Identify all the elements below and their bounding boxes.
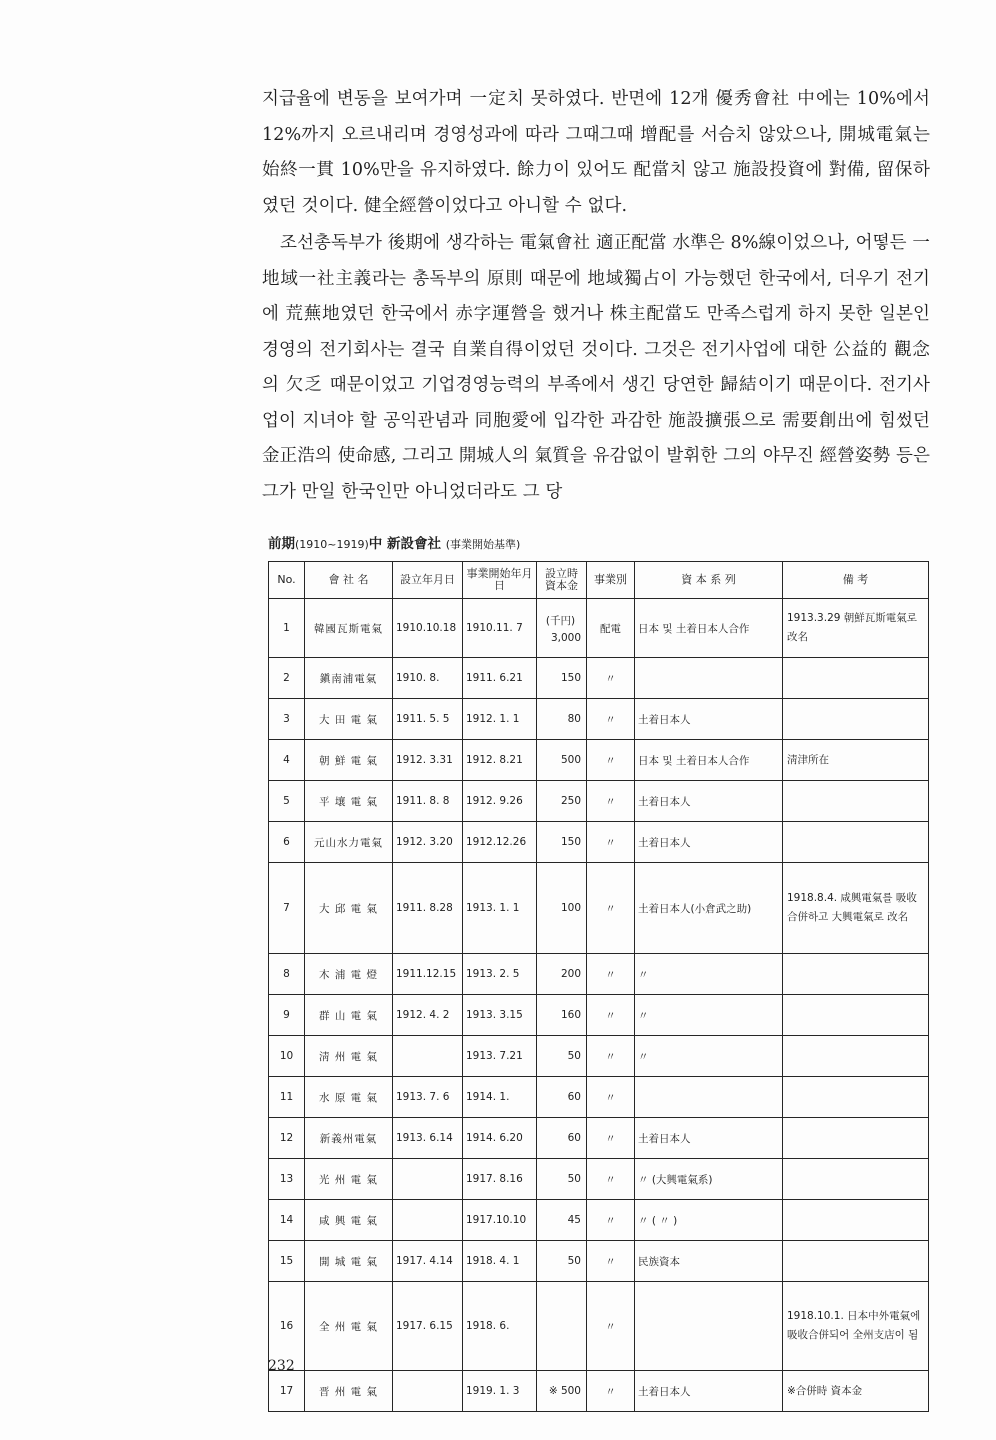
capital-unit: (千円) — [545, 614, 576, 627]
cell-company-name: 大 田 電 氣 — [305, 699, 393, 740]
cell-business: 〃 — [587, 740, 635, 781]
cell-start: 1919. 1. 3 — [463, 1371, 537, 1412]
table-row — [269, 1077, 929, 1118]
cell-business: 〃 — [587, 822, 635, 863]
cell-no: 6 — [269, 822, 305, 863]
cell-capital-line: 〃 — [635, 954, 783, 995]
cell-capital: 100 — [537, 863, 587, 954]
cell-business: 〃 — [587, 1241, 635, 1282]
cell-capital-line — [635, 658, 783, 699]
cell-founded — [393, 1200, 463, 1241]
cell-start: 1912.12.26 — [463, 822, 537, 863]
cell-company-name: 光 州 電 氣 — [305, 1159, 393, 1200]
cell-founded: 1917. 4.14 — [393, 1241, 463, 1282]
table-row — [269, 1241, 929, 1282]
cell-start: 1918. 4. 1 — [463, 1241, 537, 1282]
capital-value: 3,000 — [550, 631, 581, 644]
cell-remarks — [783, 995, 929, 1036]
cell-company-name: 咸 興 電 氣 — [305, 1200, 393, 1241]
cell-no: 11 — [269, 1077, 305, 1118]
companies-table — [268, 561, 929, 1412]
header-start: 事業開始年月日 — [463, 562, 537, 599]
table-row — [269, 1282, 929, 1371]
cell-capital — [537, 1282, 587, 1371]
cell-business: 〃 — [587, 658, 635, 699]
cell-start: 1911. 6.21 — [463, 658, 537, 699]
cell-company-name: 新義州電氣 — [305, 1118, 393, 1159]
cell-start: 1917.10.10 — [463, 1200, 537, 1241]
cell-business: 〃 — [587, 1282, 635, 1371]
cell-remarks: 1918.10.1. 日本中外電氣에 吸收合併되어 全州支店이 됨 — [783, 1282, 929, 1371]
cell-founded — [393, 1036, 463, 1077]
cell-founded: 1912. 3.31 — [393, 740, 463, 781]
cell-capital: 80 — [537, 699, 587, 740]
cell-start: 1913. 7.21 — [463, 1036, 537, 1077]
cell-start: 1914. 1. — [463, 1077, 537, 1118]
cell-business: 〃 — [587, 1036, 635, 1077]
cell-remarks — [783, 954, 929, 995]
cell-company-name: 元山水力電氣 — [305, 822, 393, 863]
caption-title: 前期 — [268, 536, 295, 552]
header-remarks: 備 考 — [783, 562, 929, 599]
cell-business: 〃 — [587, 781, 635, 822]
cell-remarks — [783, 1159, 929, 1200]
cell-no: 13 — [269, 1159, 305, 1200]
cell-remarks — [783, 699, 929, 740]
cell-founded: 1910.10.18 — [393, 599, 463, 658]
cell-business: 〃 — [587, 1077, 635, 1118]
cell-company-name: 大 邱 電 氣 — [305, 863, 393, 954]
cell-capital: 150 — [537, 658, 587, 699]
cell-remarks — [783, 1118, 929, 1159]
cell-founded: 1910. 8. — [393, 658, 463, 699]
header-business: 事業別 — [587, 562, 635, 599]
cell-remarks: 1918.8.4. 咸興電氣를 吸收合併하고 大興電氣로 改名 — [783, 863, 929, 954]
table-body — [269, 599, 929, 1412]
cell-start: 1912. 9.26 — [463, 781, 537, 822]
cell-company-name: 鎭南浦電氣 — [305, 658, 393, 699]
cell-no: 17 — [269, 1371, 305, 1412]
cell-capital-line: 〃 ( 〃 ) — [635, 1200, 783, 1241]
cell-start: 1913. 2. 5 — [463, 954, 537, 995]
caption-basis: (事業開始基準) — [445, 538, 521, 551]
table-header-row — [269, 562, 929, 599]
cell-founded: 1911. 5. 5 — [393, 699, 463, 740]
table-row — [269, 658, 929, 699]
cell-company-name: 開 城 電 氣 — [305, 1241, 393, 1282]
cell-capital: 50 — [537, 1159, 587, 1200]
cell-capital: 50 — [537, 1036, 587, 1077]
cell-founded: 1912. 4. 2 — [393, 995, 463, 1036]
cell-capital-line: 土着日本人(小倉武之助) — [635, 863, 783, 954]
cell-capital-line: 〃 — [635, 995, 783, 1036]
cell-company-name: 全 州 電 氣 — [305, 1282, 393, 1371]
table-row — [269, 1036, 929, 1077]
cell-remarks — [783, 1036, 929, 1077]
caption-period: (1910~1919) — [295, 538, 369, 551]
table-row — [269, 1371, 929, 1412]
cell-remarks — [783, 822, 929, 863]
cell-company-name: 平 壤 電 氣 — [305, 781, 393, 822]
header-company: 會 社 名 — [305, 562, 393, 599]
cell-capital: ※ 500 — [537, 1371, 587, 1412]
cell-capital — [537, 599, 587, 658]
cell-capital-line: 土着日本人 — [635, 781, 783, 822]
cell-remarks: 1913.3.29 朝鮮瓦斯電氣로 改名 — [783, 599, 929, 658]
cell-capital-line — [635, 1077, 783, 1118]
table-caption — [268, 532, 520, 552]
cell-company-name: 木 浦 電 燈 — [305, 954, 393, 995]
cell-no: 8 — [269, 954, 305, 995]
cell-start: 1913. 3.15 — [463, 995, 537, 1036]
cell-no: 1 — [269, 599, 305, 658]
cell-remarks — [783, 658, 929, 699]
table-row — [269, 781, 929, 822]
table-row — [269, 954, 929, 995]
cell-company-name: 群 山 電 氣 — [305, 995, 393, 1036]
cell-business: 〃 — [587, 1118, 635, 1159]
cell-business: 〃 — [587, 1159, 635, 1200]
cell-capital-line: 土着日本人 — [635, 1371, 783, 1412]
cell-capital-line: 民族資本 — [635, 1241, 783, 1282]
cell-capital-line: 土着日本人 — [635, 699, 783, 740]
cell-no: 5 — [269, 781, 305, 822]
header-capital-line: 資 本 系 列 — [635, 562, 783, 599]
table-row — [269, 863, 929, 954]
cell-capital: 45 — [537, 1200, 587, 1241]
header-capital: 設立時資本金 — [537, 562, 587, 599]
cell-start: 1912. 1. 1 — [463, 699, 537, 740]
cell-founded: 1912. 3.20 — [393, 822, 463, 863]
cell-founded: 1917. 6.15 — [393, 1282, 463, 1371]
cell-capital: 200 — [537, 954, 587, 995]
cell-no: 2 — [269, 658, 305, 699]
cell-no: 15 — [269, 1241, 305, 1282]
cell-capital: 50 — [537, 1241, 587, 1282]
cell-capital: 60 — [537, 1077, 587, 1118]
cell-capital-line — [635, 1282, 783, 1371]
cell-start: 1912. 8.21 — [463, 740, 537, 781]
cell-business: 〃 — [587, 1371, 635, 1412]
cell-capital-line: 日本 및 土着日本人合作 — [635, 599, 783, 658]
cell-remarks — [783, 1077, 929, 1118]
cell-company-name: 晋 州 電 氣 — [305, 1371, 393, 1412]
header-no: No. — [269, 562, 305, 599]
header-founded: 設立年月日 — [393, 562, 463, 599]
cell-start: 1918. 6. — [463, 1282, 537, 1371]
cell-start: 1913. 1. 1 — [463, 863, 537, 954]
body-paragraph-1: 지급율에 변동을 보여가며 一定치 못하였다. 반면에 12개 優秀會社 中에는 10%에서 12%까지 오르내리며 경영성과에 따라 그때그때 增配를 서슴치 않았으나, 開城電氣는 始終一貫 10%만을 유지하였다. 餘力이 있어도 配當치 않고 施設投資에 對備, 留保하였던 것이다. 健全經營이었다고 아니할 수 없다. — [262, 89, 930, 216]
cell-business: 配電 — [587, 599, 635, 658]
cell-no: 16 — [269, 1282, 305, 1371]
cell-company-name: 水 原 電 氣 — [305, 1077, 393, 1118]
cell-start: 1914. 6.20 — [463, 1118, 537, 1159]
cell-founded: 1913. 6.14 — [393, 1118, 463, 1159]
cell-capital: 150 — [537, 822, 587, 863]
cell-founded: 1911. 8. 8 — [393, 781, 463, 822]
cell-start: 1910.11. 7 — [463, 599, 537, 658]
cell-no: 7 — [269, 863, 305, 954]
caption-title2: 中 新設會社 — [368, 536, 441, 552]
cell-no: 4 — [269, 740, 305, 781]
cell-no: 9 — [269, 995, 305, 1036]
cell-founded: 1911. 8.28 — [393, 863, 463, 954]
table-row — [269, 995, 929, 1036]
cell-business: 〃 — [587, 1200, 635, 1241]
cell-founded — [393, 1159, 463, 1200]
table-row — [269, 699, 929, 740]
cell-capital-line: 土着日本人 — [635, 1118, 783, 1159]
cell-remarks — [783, 1241, 929, 1282]
cell-founded: 1913. 7. 6 — [393, 1077, 463, 1118]
cell-company-name: 韓國瓦斯電氣 — [305, 599, 393, 658]
table-row — [269, 740, 929, 781]
cell-company-name: 淸 州 電 氣 — [305, 1036, 393, 1077]
cell-founded: 1911.12.15 — [393, 954, 463, 995]
cell-founded — [393, 1371, 463, 1412]
cell-remarks: ※合併時 資本金 — [783, 1371, 929, 1412]
cell-capital: 160 — [537, 995, 587, 1036]
cell-remarks: 淸津所在 — [783, 740, 929, 781]
body-paragraph-2: 조선총독부가 後期에 생각하는 電氣會社 適正配當 水準은 8%線이었으나, 어떻든 一地域一社主義라는 총독부의 原則 때문에 地域獨占이 가능했던 한국에서, 더우기 전기에 荒蕪地였던 한국에서 赤字運營을 했거나 株主配當도 만족스럽게 하지 못한 일본인 경영의 전기회사는 결국 自業自得이었던 것이다. 그것은 전기사업에 대한 公益的 觀念의 欠乏 때문이었고 기업경영능력의 부족에서 생긴 당연한 歸結이기 때문이다. 전기사업이 지녀야 할 공익관념과 同胞愛에 입각한 과감한 施設擴張으로 需要創出에 힘썼던 金正浩의 使命感, 그리고 開城人의 氣質을 유감없이 발휘한 그의 야무진 經營姿勢 등은 그가 만일 한국인만 아니었더라도 그 당 — [262, 233, 930, 502]
cell-business: 〃 — [587, 954, 635, 995]
cell-capital: 250 — [537, 781, 587, 822]
cell-business: 〃 — [587, 995, 635, 1036]
table-row — [269, 822, 929, 863]
cell-capital-line: 日本 및 土着日本人合作 — [635, 740, 783, 781]
cell-remarks — [783, 781, 929, 822]
table-row — [269, 1200, 929, 1241]
cell-capital: 60 — [537, 1118, 587, 1159]
page-number: 232 — [268, 1358, 295, 1374]
table-row — [269, 1118, 929, 1159]
cell-remarks — [783, 1200, 929, 1241]
cell-no: 12 — [269, 1118, 305, 1159]
cell-start: 1917. 8.16 — [463, 1159, 537, 1200]
cell-company-name: 朝 鮮 電 氣 — [305, 740, 393, 781]
cell-no: 10 — [269, 1036, 305, 1077]
table-row — [269, 1159, 929, 1200]
cell-business: 〃 — [587, 863, 635, 954]
cell-capital-line: 〃 — [635, 1036, 783, 1077]
cell-capital: 500 — [537, 740, 587, 781]
cell-capital-line: 土着日本人 — [635, 822, 783, 863]
table-row — [269, 599, 929, 658]
cell-business: 〃 — [587, 699, 635, 740]
cell-no: 3 — [269, 699, 305, 740]
cell-no: 14 — [269, 1200, 305, 1241]
cell-capital-line: 〃 (大興電氣系) — [635, 1159, 783, 1200]
